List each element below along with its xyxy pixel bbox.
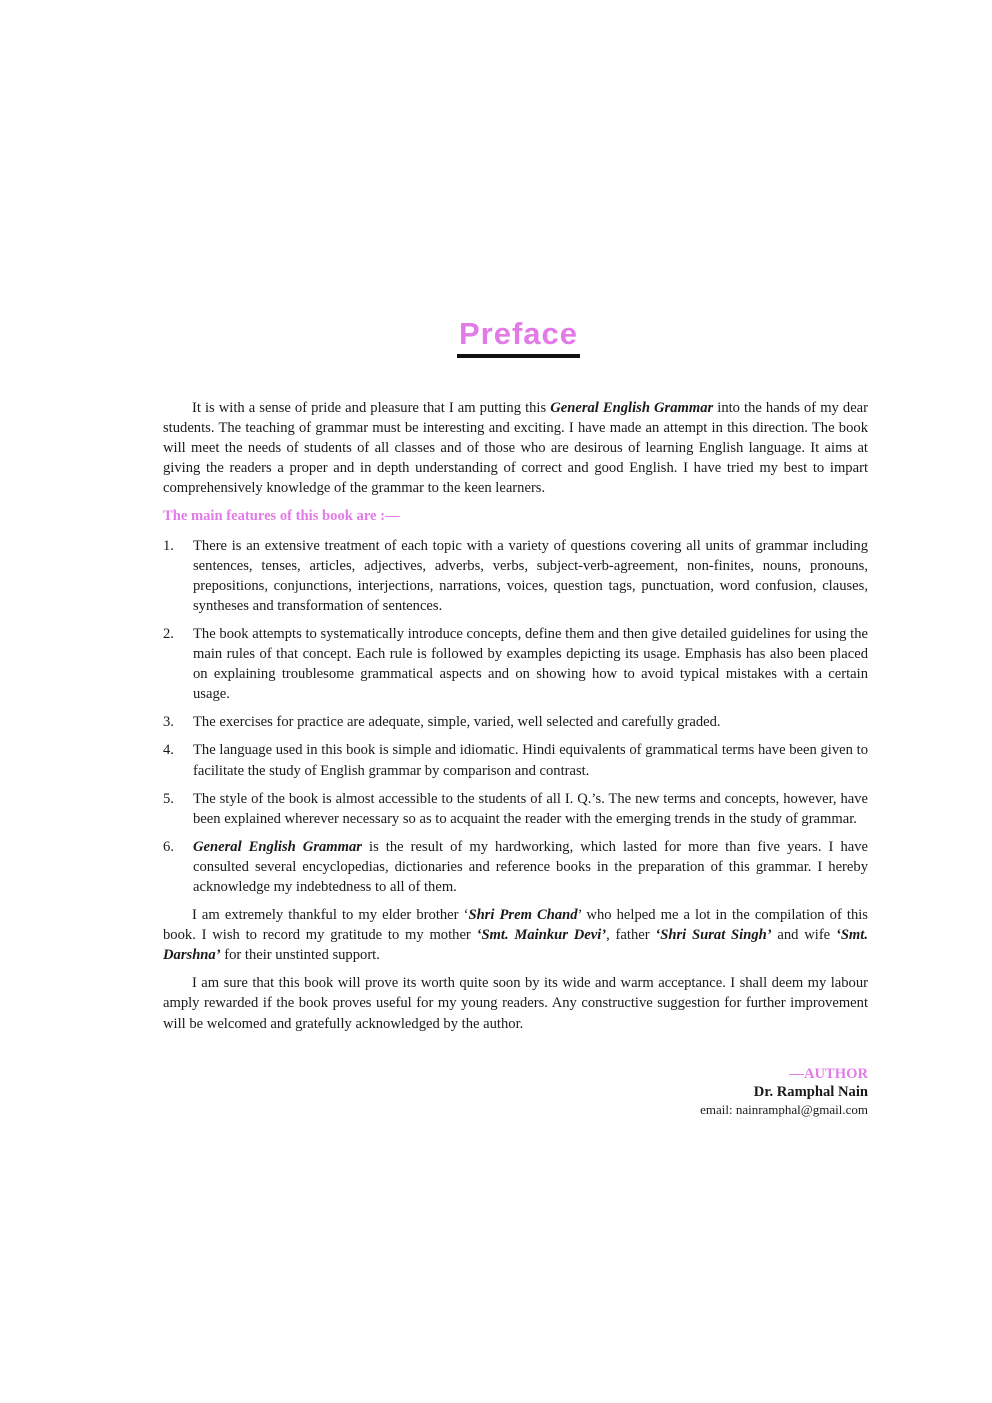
list-item-text: There is an extensive treatment of each topic with a variety of questions covering all units of grammar including sentences, tenses, articles, adjectives, adverbs, verbs, subject-verb-agreement, non-finites, nouns, pronouns, prepositions, conjunctions, interjections, narrations, voices, question tags, punctuation, word confusion, clauses, syntheses and transformation of sentences. xyxy=(193,537,868,614)
signature-email: email: nainramphal@gmail.com xyxy=(700,1101,868,1117)
page-title: Preface xyxy=(457,314,580,358)
features-list xyxy=(163,536,868,898)
list-item xyxy=(163,624,868,704)
thanks-mother: ‘Smt. Mainkur Devi’ xyxy=(476,927,607,944)
list-item-text: is the result of my hardworking, which lasted for more than five years. I have consulted several encyclopedias, dictionaries and reference books in the preparation of this grammar. I hereby acknowledge my indebtedness to all of them. xyxy=(193,838,869,895)
thanks-text-5: for their unstinted support. xyxy=(220,947,380,964)
intro-text-2: into the hands of my dear students. The teaching of grammar must be interesting and exciting. I have made an attempt in this direction. The book will meet the needs of students of all classes and of those who are desirous of learning English language. It aims at giving the readers a proper and in depth understanding of correct and good English. I have tried my best to impart comprehensively knowledge of the grammar to the keen learners. xyxy=(163,400,869,497)
thanks-wife: ‘Smt. Darshna’ xyxy=(163,927,868,964)
list-item-number: 3. xyxy=(163,714,174,731)
signature-author-label: —AUTHOR xyxy=(789,1065,868,1082)
list-item-text: The language used in this book is simple and idiomatic. Hindi equivalents of grammatical terms have been given to facilitate the study of English grammar by comparison and contrast. xyxy=(193,742,868,779)
thanks-text-3: , father xyxy=(606,927,656,944)
list-item-number: 5. xyxy=(163,790,174,807)
list-item xyxy=(163,789,868,829)
list-item xyxy=(163,740,868,780)
thanks-brother: Shri Prem Chand xyxy=(468,907,578,924)
closing-paragraph: I am sure that this book will prove its worth quite soon by its wide and warm acceptance. I shall deem my labour amply rewarded if the book proves useful for my young readers. Any constructive suggestion for further improvement will be welcomed and gratefully acknowledged by the author. xyxy=(163,975,868,1032)
thanks-father: ‘Shri Surat Singh’ xyxy=(655,927,772,944)
list-item-text: The book attempts to systematically introduce concepts, define them and then give detailed guidelines for using the main rules of that concept. Each rule is followed by examples depicting its usage. Emphasis has also been placed on explaining troublesome grammatical aspects and on showing how to avoid typical mistakes with a certain usage. xyxy=(193,625,868,703)
preface-page xyxy=(163,314,868,1119)
list-item-number: 4. xyxy=(163,742,174,759)
title-wrap xyxy=(169,314,868,358)
features-heading: The main features of this book are :— xyxy=(163,508,400,525)
signature-block xyxy=(163,1065,868,1119)
list-item xyxy=(163,536,868,616)
signature-name: Dr. Ramphal Nain xyxy=(753,1083,868,1100)
list-item-text: The exercises for practice are adequate, simple, varied, well selected and carefully graded. xyxy=(193,714,721,731)
preface-body xyxy=(163,398,868,1119)
list-item xyxy=(163,712,868,732)
list-item-number: 1. xyxy=(163,537,174,554)
thanks-paragraph xyxy=(163,905,868,965)
list-item-text: The style of the book is almost accessible to the students of all I. Q.’s. The new terms and concepts, however, have been explained wherever necessary so as to acquaint the reader with the emerging trends in the study of grammar. xyxy=(193,790,868,827)
intro-book-title: General English Grammar xyxy=(550,400,714,416)
list-item-number: 6. xyxy=(163,838,174,855)
list-item xyxy=(163,837,868,897)
intro-text-1: It is with a sense of pride and pleasure that I am putting this xyxy=(192,400,551,416)
list-item-book-title: General English Grammar xyxy=(193,838,362,855)
intro-paragraph xyxy=(163,398,868,498)
thanks-text-2: ’ who helped me a lot in the compilation of this book. I wish to record my gratitude to my mother xyxy=(163,907,868,944)
thanks-text-1: I am extremely thankful to my elder brother ‘ xyxy=(192,907,469,924)
thanks-text-4: and wife xyxy=(771,927,836,944)
list-item-number: 2. xyxy=(163,625,174,642)
